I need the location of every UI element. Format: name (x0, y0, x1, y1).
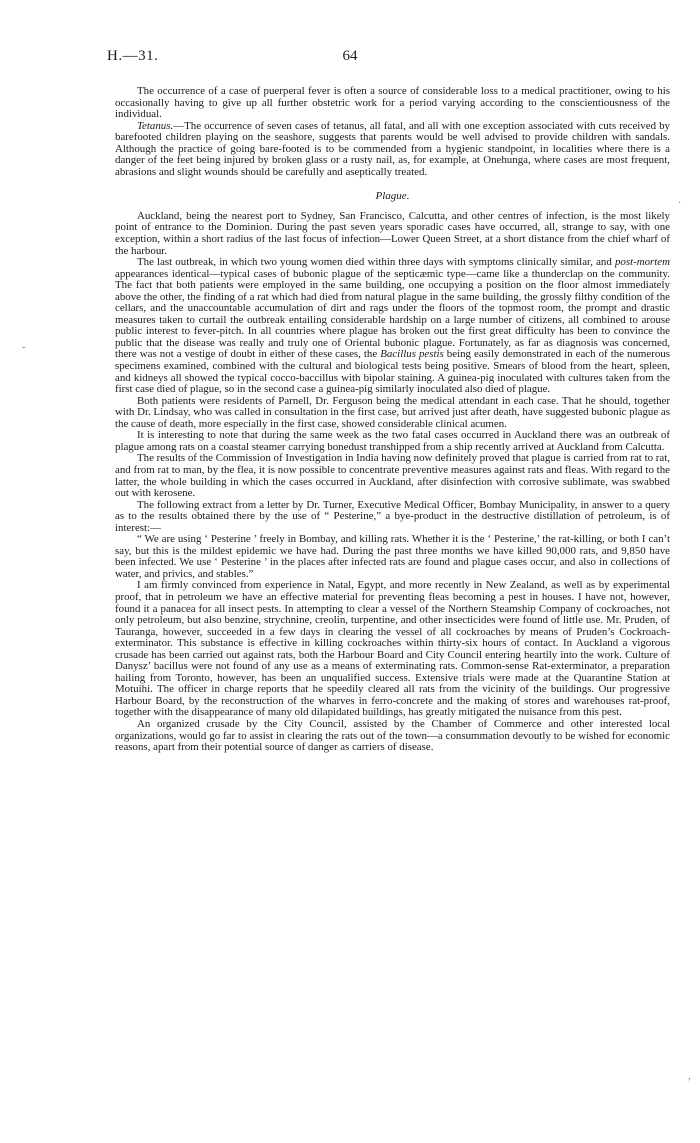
bombay-quote-paragraph: “ We are using ‘ Pesterine ’ freely in Bombay, and killing rats. Whether it is the ‘ Pesterine,’ the rat-killing, or both I can’t say, but this is the mildest epidemic we have had. During the past three months we have killed 90,000 rats, and 9,850 have been infected. We use ‘ Pesterine ’ in the places after infected rats are found and plague cases occur, and also in collections of water, and privics, and stables.” (115, 533, 670, 580)
plague-paragraph-5: The results of the Commission of Investigation in India having now definitely proved that plague is carried from rat to rat, and from rat to man, by the flea, it is now possible to concentrate preventive measures against rats and fleas. With regard to the latter, the whole building in which the cases occurred in Auckland, after disinfection with corrosive sublimate, was swabbed out with kerosene. (115, 452, 670, 500)
plague-paragraph-1: Auckland, being the nearest port to Sydney, San Francisco, Calcutta, and other centres of infection, is the most likely point of entrance to the Dominion. During the past seven years sporadic cases have occurred, all, strange to say, with one exception, within a short radius of the last focus of infection—Lower Queen Street, at a short distance from the chief wharf of the harbour. (115, 209, 670, 257)
puerperal-fever-paragraph: The occurrence of a case of puerperal fever is often a source of considerable loss to a medical practitioner, owing to his occasionally having to give up all further obstetric work for a period varying according to the conscientiousness of the individual. (115, 85, 670, 121)
plague-paragraph-9: An organized crusade by the City Council, assisted by the Chamber of Commerce and other interested local organizations, would go far to assist in clearing the rats out of the town—a consummation devoutly to be wished for economic reasons, apart from their potential source of danger as carriers of disease. (115, 717, 670, 754)
plague-paragraph-8: I am firmly convinced from experience in Natal, Egypt, and more recently in New Zealand, as well as by experimental proof, that in petroleum we have an effective material for preventing fleas becoming a pest in houses. I have not, however, found it a panacea for all insect pests. In attempting to clear a vessel of the Northern Steamship Company of cockroaches, not only petroleum, but also benzine, strychnine, creolin, turpentine, and other insecticides were found of little use. Mr. Pruden, of Tauranga, however, succeeded in a few days in clearing the vessel of all cockroaches by means of Pruden’s Cockroach-exterminator. This substance is effective in killing cockroaches within thirty-six hours of contact. In Auckland a vigorous crusade has been carried out against rats, both the Harbour Board and City Council entering heartily into the work. Culture of Danysz’ bacillus were not found of any use as a means of exterminating rats. Common-sense Rat-exterminator, a preparation hailing from Toronto, however, has been an unqualified success. Extensive trials were made at the Quarantine Station at Motuihi. The officer in charge reports that he speedily cleared all rats from the vicinity of the buildings. Our progressive Harbour Board, by the reconstruction of the wharves in ferro-concrete and the making of stores and warehouses rat-proof, together with the disappearance of many old dilapidated buildings, has greatly mitigated the nuisance from this pest. (115, 579, 670, 719)
page-body (115, 86, 670, 754)
margin-mark-right-lower: , (688, 1071, 691, 1082)
tetanus-paragraph (115, 121, 670, 179)
margin-mark-right: · (678, 198, 682, 209)
document-code: H.—31. (107, 48, 159, 64)
plague-paragraph-3: Both patients were residents of Parnell, Dr. Ferguson being the medical attendant in each case. That he should, together with Dr. Lindsay, who was called in consultation in the first case, but arrived just after death, have suggested bubonic plague as the cause of death, more especially in the first case, showed considerable clinical acumen. (115, 394, 670, 430)
tetanus-heading: Tetanus. (137, 119, 174, 132)
page-number: 64 (342, 48, 358, 64)
tetanus-text: —The occurrence of seven cases of tetanus, all fatal, and all with one exception associated with cuts received by barefooted children playing on the seashore, suggests that parents would be well advised to provide children with sandals. Although the practice of going bare-footed is to be commended from a hygienic standpoint, in localities where there is a danger of the feet being injured by broken glass or a rusty nail, as, for example, at Onehunga, where cases are most frequent, abrasions and slight wounds should be carefully and aseptically treated. (115, 119, 670, 178)
plague-paragraph-6: The following extract from a letter by Dr. Turner, Executive Medical Officer, Bombay Municipality, in answer to a query as to the results obtained there by the use of “ Pesterine,” a bye-product in the destructive distillation of petroleum, is of interest:— (115, 498, 670, 534)
margin-mark-left: - (22, 342, 26, 353)
plague-section-title: Plague. (375, 190, 410, 203)
plague-paragraph-2: The last outbreak, in which two young women died within three days with symptoms clinically similar, and post-mortem appearances identical—typical cases of bubonic plague of the septicæmic type—came like a thunderclap on the community. The fact that both patients were employed in the same building, one occupying a position on the floor almost immediately above the other, the finding of a rat which had died from natural plague in the same building, the grossly filthy condition of the cellars, and the unaccountable accumulation of dirt and rags under the floors of the topmost room, the prompt and drastic measures taken to curtail the outbreak entailing considerable hardship on a large number of citizens, all combined to arouse public interest to fever-pitch. In all countries where plague has broken out the first great difficulty has been to convince the public that the disease was really and truly one of Oriental bubonic plague. Fortunately, as far as diagnosis was concerned, there was not a vestige of doubt in either of these cases, the Bacillus pestis being easily demonstrated in each of the numerous specimens examined, combined with the cultural and biological tests being positive. Smears of blood from the heart, spleen, and kidneys all showed the typical cocco-baccillus with bipolar staining. A guinea-pig inoculated with cultures taken from the first case died of plague, so in the second case a guinea-pig similarly inoculated also died of plague. (115, 256, 670, 396)
page-header (0, 48, 700, 72)
plague-paragraph-4: It is interesting to note that during the same week as the two fatal cases occurred in Auckland there was an outbreak of plague among rats on a coastal steamer carrying bonedust transhipped from a ship recently arrived at Auckland from Calcutta. (115, 429, 670, 453)
